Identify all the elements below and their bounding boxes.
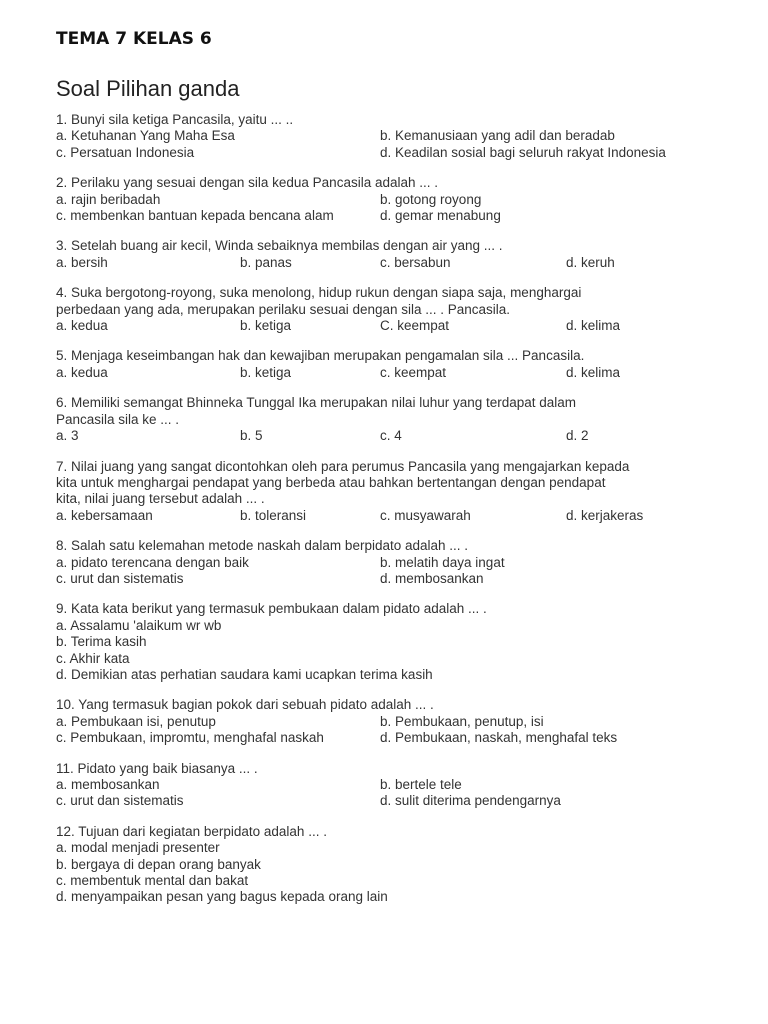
answer-option: d. keruh xyxy=(566,254,615,270)
question-text: 6. Memiliki semangat Bhinneka Tunggal Ika merupakan nilai luhur yang terdapat dalam xyxy=(56,395,577,411)
question-text: 10. Yang termasuk bagian pokok dari sebuah pidato adalah ... . xyxy=(56,697,434,713)
answer-option: a. kedua xyxy=(56,364,108,380)
question-item xyxy=(56,395,736,444)
answer-option: a. kedua xyxy=(56,318,108,334)
answer-option: c. 4 xyxy=(380,428,402,444)
answer-option: a. pidato terencana dengan baik xyxy=(56,554,249,570)
answer-option: d. 2 xyxy=(566,428,589,444)
answer-option: b. ketiga xyxy=(240,318,292,334)
question-item xyxy=(56,538,736,587)
question-item xyxy=(56,348,736,381)
answer-option: d. kelima xyxy=(566,318,621,334)
question-text: 11. Pidato yang baik biasanya ... . xyxy=(56,760,258,776)
answer-option: c. Akhir kata xyxy=(56,650,130,666)
answer-option: a. Ketuhanan Yang Maha Esa xyxy=(56,128,235,144)
answer-option: a. Pembukaan isi, penutup xyxy=(56,713,216,729)
answer-option: c. keempat xyxy=(380,364,447,380)
question-list xyxy=(56,112,736,920)
answer-options xyxy=(56,618,736,684)
question-item xyxy=(56,459,736,525)
answer-option: b. bertele tele xyxy=(380,777,462,792)
answer-option: d. kelima xyxy=(566,364,621,380)
answer-option: b. 5 xyxy=(240,428,263,444)
answer-option: c. bersabun xyxy=(380,254,451,270)
question-item xyxy=(56,761,736,810)
answer-option: a. kebersamaan xyxy=(56,507,153,523)
answer-option: a. rajin beribadah xyxy=(56,191,161,207)
answer-option: c. membenkan bantuan kepada bencana alam xyxy=(56,208,334,224)
question-text: perbedaan yang ada, merupakan perilaku sesuai dengan sila ... . Pancasila. xyxy=(56,301,511,317)
question-text: kita, nilai juang tersebut adalah ... . xyxy=(56,491,265,507)
question-item xyxy=(56,824,736,906)
answer-option: c. Pembukaan, impromtu, menghafal naskah xyxy=(56,730,324,746)
answer-option: a. 3 xyxy=(56,428,79,444)
question-text: 1. Bunyi sila ketiga Pancasila, yaitu ... .. xyxy=(56,112,294,127)
question-item xyxy=(56,112,736,161)
answer-options xyxy=(56,428,736,444)
answer-option: a. membosankan xyxy=(56,777,160,792)
answer-option: d. membosankan xyxy=(380,570,484,586)
question-item xyxy=(56,697,736,746)
answer-option: c. urut dan sistematis xyxy=(56,570,184,586)
answer-options xyxy=(56,192,736,225)
page-header-title: TEMA 7 KELAS 6 xyxy=(56,29,212,49)
answer-option: b. gotong royong xyxy=(380,191,482,207)
question-item xyxy=(56,601,736,683)
answer-options xyxy=(56,714,736,747)
answer-option: c. membentuk mental dan bakat xyxy=(56,873,249,889)
answer-option: a. modal menjadi presenter xyxy=(56,840,220,856)
section-title: Soal Pilihan ganda xyxy=(56,76,240,101)
question-item xyxy=(56,175,736,224)
answer-option: b. ketiga xyxy=(240,364,292,380)
answer-option: d. gemar menabung xyxy=(380,208,501,224)
answer-option: c. Persatuan Indonesia xyxy=(56,144,195,160)
answer-option: d. Pembukaan, naskah, menghafal teks xyxy=(380,730,618,746)
answer-option: d. sulit diterima pendengarnya xyxy=(380,793,561,809)
question-text: 4. Suka bergotong-royong, suka menolong, hidup rukun dengan siapa saja, menghargai xyxy=(56,285,582,301)
question-text: 7. Nilai juang yang sangat dicontohkan oleh para perumus Pancasila yang mengajarkan kepada xyxy=(56,458,630,474)
question-text: 5. Menjaga keseimbangan hak dan kewajiban merupakan pengamalan sila ... Pancasila. xyxy=(56,348,585,364)
answer-options xyxy=(56,255,736,271)
question-text: 8. Salah satu kelemahan metode naskah dalam berpidato adalah ... . xyxy=(56,538,469,554)
answer-option: b. panas xyxy=(240,254,292,270)
answer-options xyxy=(56,508,736,524)
question-item xyxy=(56,238,736,271)
answer-option: d. Demikian atas perhatian saudara kami ucapkan terima kasih xyxy=(56,666,433,682)
answer-options xyxy=(56,128,736,161)
answer-option: d. kerjakeras xyxy=(566,507,644,523)
answer-option: d. Keadilan sosial bagi seluruh rakyat Indonesia xyxy=(380,144,666,160)
answer-option: b. Terima kasih xyxy=(56,634,147,650)
answer-option: b. bergaya di depan orang banyak xyxy=(56,856,261,872)
answer-option: d. menyampaikan pesan yang bagus kepada orang lain xyxy=(56,889,388,905)
answer-option: a. bersih xyxy=(56,254,108,270)
answer-option: b. Pembukaan, penutup, isi xyxy=(380,713,544,729)
answer-options xyxy=(56,840,736,906)
answer-option: c. musyawarah xyxy=(380,507,471,523)
answer-options xyxy=(56,318,736,334)
answer-options xyxy=(56,365,736,381)
question-text: Pancasila sila ke ... . xyxy=(56,411,180,427)
question-text: 12. Tujuan dari kegiatan berpidato adalah ... . xyxy=(56,823,327,839)
question-item xyxy=(56,285,736,334)
answer-option: c. urut dan sistematis xyxy=(56,793,184,809)
answer-option: b. Kemanusiaan yang adil dan beradab xyxy=(380,128,615,144)
answer-options xyxy=(56,777,736,810)
answer-option: b. melatih daya ingat xyxy=(380,554,505,570)
question-text: kita untuk menghargai pendapat yang berbeda atau bahkan bertentangan dengan pendapat xyxy=(56,474,606,490)
answer-options xyxy=(56,555,736,588)
answer-option: a. Assalamu 'alaikum wr wb xyxy=(56,617,222,633)
answer-option: C. keempat xyxy=(380,318,450,334)
question-text: 9. Kata kata berikut yang termasuk pembukaan dalam pidato adalah ... . xyxy=(56,601,487,617)
answer-option: b. toleransi xyxy=(240,507,307,523)
question-text: 3. Setelah buang air kecil, Winda sebaiknya membilas dengan air yang ... . xyxy=(56,238,503,254)
question-text: 2. Perilaku yang sesuai dengan sila kedua Pancasila adalah ... . xyxy=(56,175,439,191)
